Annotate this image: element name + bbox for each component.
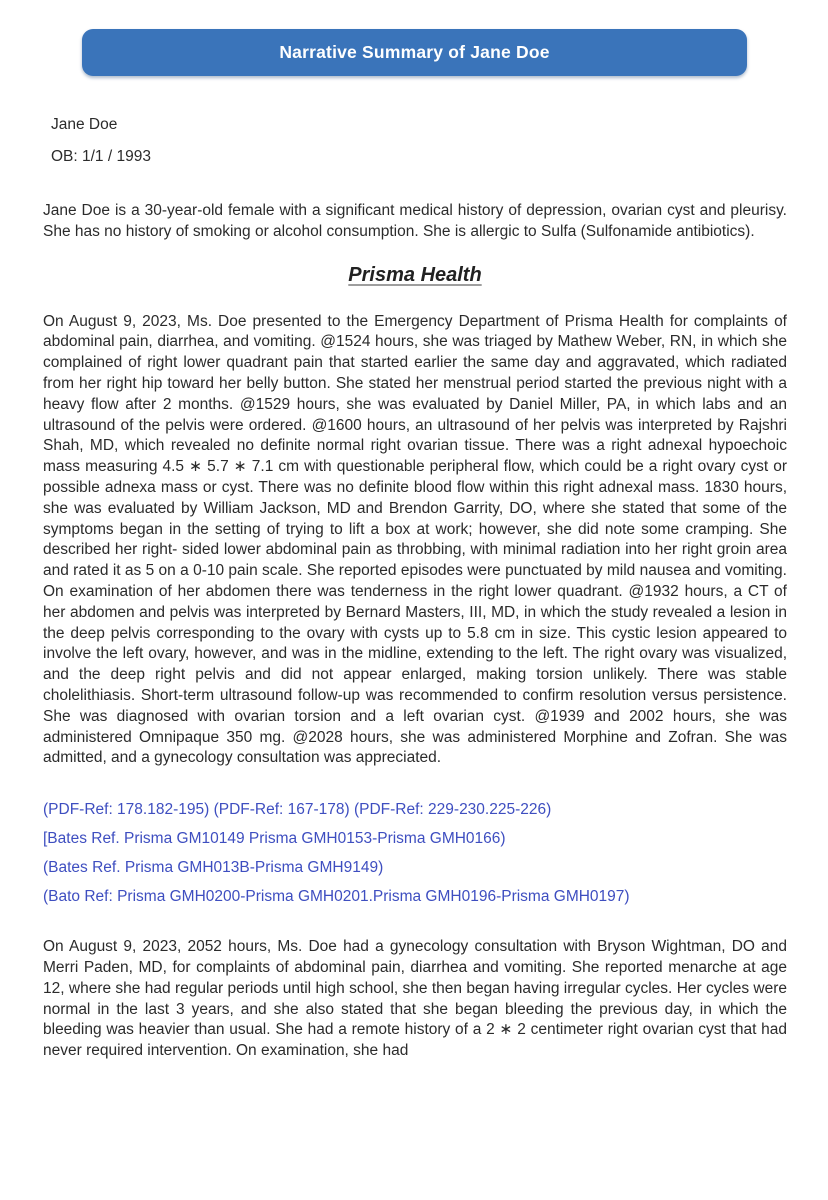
section-heading-text: Prisma Health [348, 263, 482, 286]
bates-ref-citation-1[interactable]: [Bates Ref. Prisma GM10149 Prisma GMH0153-Prisma GMH0166) [43, 830, 506, 848]
document-page [0, 29, 828, 1200]
ed-visit-narrative-paragraph: On August 9, 2023, Ms. Doe presented to the Emergency Department of Prisma Health for complaints of abdominal pain, diarrhea, and vomiting. @1524 hours, she was triaged by Mathew Weber, RN, in which she complained of right lower quadrant pain that started earlier the same day and aggravated, which radiated from her right hip toward her belly button. She stated her menstrual period started the previous night with a heavy flow after 2 months. @1529 hours, she was evaluated by Daniel Miller, PA, in which labs and an ultrasound of the pelvis were ordered. @1600 hours, an ultrasound of her pelvis was interpreted by Rajshri Shah, MD, which revealed no definite normal right ovarian tissue. There was a right adnexal hypoechoic mass measuring 4.5 ∗ 5.7 ∗ 7.1 cm with questionable peripheral flow, which could be a right ovary cyst or possible adnexa mass or cyst. There was no definite blood flow within this right adnexal mass. 1830 hours, she was evaluated by William Jackson, MD and Brendon Garrity, DO, where she stated that some of the symptoms began in the setting of trying to lift a box at work; however, she did note some cramping. She described her right- sided lower abdominal pain as throbbing, with minimal radiation into her right groin area and rated it as 5 on a 0-10 pain scale. She reported episodes were punctuated by mild nausea and vomiting. On examination of her abdomen there was tenderness in the right lower quadrant. @1932 hours, a CT of her abdomen and pelvis was interpreted by Bernard Masters, III, MD, in which the study revealed a lesion in the deep pelvis corresponding to the ovary with cysts up to 5.8 cm in size. This cystic lesion appeared to involve the left ovary, however, and was in the midline, extending to the left. The right ovary was visualized, and the deep right pelvis and did not appear enlarged, making torsion unlikely. There was stable cholelithiasis. Short-term ultrasound follow-up was recommended to confirm resolution versus persistence. She was diagnosed with ovarian torsion and a left ovarian cyst. @1939 and 2002 hours, she was administered Omnipaque 350 mg. @2028 hours, she was administered Morphine and Zofran. She was admitted, and a gynecology consultation was appreciated. [43, 312, 787, 767]
bates-ref-citation-3[interactable]: (Bato Ref: Prisma GMH0200-Prisma GMH0201.Prisma GMH0196-Prisma GMH0197) [43, 888, 630, 906]
section-heading-prisma-health [43, 264, 787, 287]
patient-info-block [43, 114, 787, 167]
reference-citations-block [43, 799, 787, 907]
document-title: Narrative Summary of Jane Doe [279, 42, 550, 62]
patient-name: Jane Doe [51, 116, 118, 133]
patient-summary-paragraph: Jane Doe is a 30-year-old female with a significant medical history of depression, ovarian cyst and pleurisy. She has no history of smoking or alcohol consumption. She is allergic to Sulfa (Sulfonamide antibiotics). [43, 202, 787, 240]
patient-ob-date: OB: 1/1 / 1993 [51, 148, 151, 165]
gynecology-consultation-paragraph: On August 9, 2023, 2052 hours, Ms. Doe had a gynecology consultation with Bryson Wightman, DO and Merri Paden, MD, for complaints of abdominal pain, diarrhea and vomiting. She reported menarche at age 12, where she had regular periods until high school, she then began having irregular cycles. Her cycles were normal in the last 3 years, and she also stated that she began bleeding the previous day, in which the bleeding was heavier than usual. She had a remote history of a 2 ∗ 2 centimeter right ovarian cyst that had never required intervention. On examination, she had [43, 938, 787, 1060]
document-body [0, 114, 828, 1062]
title-banner [82, 29, 747, 76]
pdf-ref-citation[interactable]: (PDF-Ref: 178.182-195) (PDF-Ref: 167-178) (PDF-Ref: 229-230.225-226) [43, 801, 552, 819]
bates-ref-citation-2[interactable]: (Bates Ref. Prisma GMH013B-Prisma GMH9149) [43, 859, 384, 877]
